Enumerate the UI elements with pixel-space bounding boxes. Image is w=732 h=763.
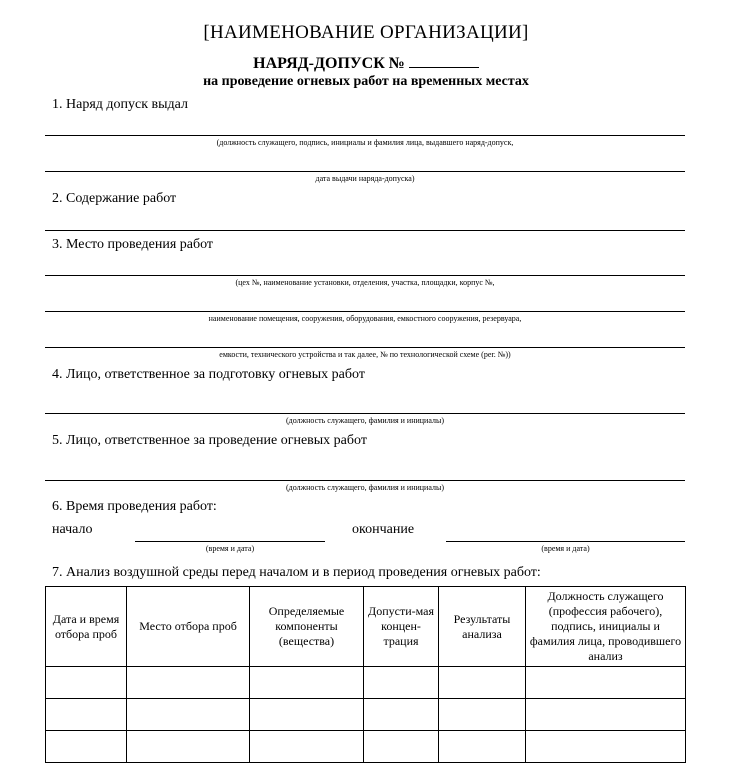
section-4-label: 4. Лицо, ответственное за подготовку огневых работ: [52, 367, 365, 382]
table-cell[interactable]: [127, 699, 250, 731]
section-3-hint-3: емкости, технического устройства и так далее, № по технологической схеме (рег. №)): [219, 350, 511, 359]
table-cell[interactable]: [439, 731, 526, 763]
col-header-place: Место отбора проб: [127, 587, 250, 667]
table-cell[interactable]: [46, 667, 127, 699]
col-header-analyst: Должность служащего (профессия рабочего), подпись, инициалы и фамилия лица, проводившего анализ: [526, 587, 686, 667]
section-5-hint: (должность служащего, фамилия и инициалы): [285, 483, 444, 492]
section-3-line-1[interactable]: [45, 275, 685, 276]
table-cell[interactable]: [526, 699, 686, 731]
table-header-row: [46, 587, 686, 667]
table-cell[interactable]: [364, 699, 439, 731]
section-5-line[interactable]: [45, 480, 685, 481]
col-header-components: Определяемые компоненты (вещества): [250, 587, 364, 667]
section-3-line-2[interactable]: [45, 311, 685, 312]
section-2-line[interactable]: [45, 230, 685, 231]
section-6-label: 6. Время проведения работ:: [52, 499, 217, 514]
table-cell[interactable]: [250, 731, 364, 763]
section-1-hint-1: (должность служащего, подпись, инициалы и фамилия лица, выдавшего наряд-допуск,: [216, 138, 514, 147]
table-cell[interactable]: [439, 667, 526, 699]
table-cell[interactable]: [250, 699, 364, 731]
start-time-field[interactable]: [135, 541, 325, 542]
section-1-hint-2: дата выдачи наряда-допуска): [315, 174, 415, 183]
table-row: [46, 667, 686, 699]
table-cell[interactable]: [250, 667, 364, 699]
section-5-label: 5. Лицо, ответственное за проведение огневых работ: [52, 433, 367, 448]
col-header-concentration: Допусти-мая концен-трация: [364, 587, 439, 667]
table-cell[interactable]: [46, 699, 127, 731]
table-cell[interactable]: [439, 699, 526, 731]
section-3-line-3[interactable]: [45, 347, 685, 348]
col-header-date: Дата и время отбора проб: [46, 587, 127, 667]
section-3-label: 3. Место проведения работ: [52, 237, 214, 252]
document-title-text: НАРЯД-ДОПУСК №: [253, 55, 405, 72]
permit-number-field[interactable]: [409, 53, 479, 68]
document-title: [0, 53, 732, 73]
end-label: окончание: [352, 522, 415, 537]
document-subtitle: на проведение огневых работ на временных местах: [203, 74, 529, 89]
section-1-label: 1. Наряд допуск выдал: [52, 97, 188, 112]
table-cell[interactable]: [364, 731, 439, 763]
end-time-field[interactable]: [446, 541, 685, 542]
section-3-hint-2: наименование помещения, сооружения, оборудования, емкостного сооружения, резервуара,: [208, 314, 522, 323]
table-row: [46, 699, 686, 731]
table-cell[interactable]: [127, 731, 250, 763]
section-3-hint-1: (цех №, наименование установки, отделения, участка, площадки, корпус №,: [235, 278, 495, 287]
end-hint: (время и дата): [541, 544, 590, 553]
table-cell[interactable]: [364, 667, 439, 699]
start-label: начало: [52, 522, 93, 537]
table-row: [46, 731, 686, 763]
table-cell[interactable]: [526, 667, 686, 699]
col-header-results: Результаты анализа: [439, 587, 526, 667]
table-cell[interactable]: [526, 731, 686, 763]
organization-name: [НАИМЕНОВАНИЕ ОРГАНИЗАЦИИ]: [203, 22, 529, 43]
air-analysis-table: [45, 586, 686, 763]
section-1-line-2[interactable]: [45, 171, 685, 172]
section-7-label: 7. Анализ воздушной среды перед началом и в период проведения огневых работ:: [52, 565, 541, 580]
section-2-label: 2. Содержание работ: [52, 191, 177, 206]
section-4-hint: (должность служащего, фамилия и инициалы): [285, 416, 444, 425]
table-cell[interactable]: [46, 731, 127, 763]
section-4-line[interactable]: [45, 413, 685, 414]
section-1-line-1[interactable]: [45, 135, 685, 136]
start-hint: (время и дата): [205, 544, 255, 553]
table-cell[interactable]: [127, 667, 250, 699]
